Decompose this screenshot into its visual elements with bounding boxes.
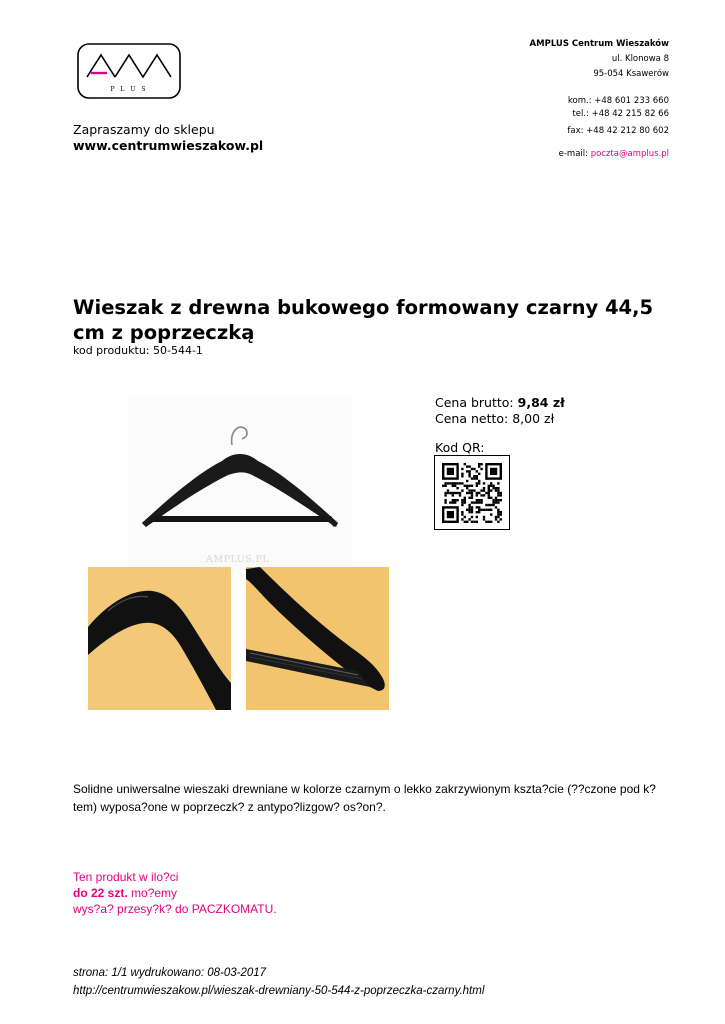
company-street: ul. Klonowa 8 bbox=[611, 54, 669, 64]
footer-page-info: strona: 1/1 wydrukowano: 08-03-2017 bbox=[73, 967, 267, 979]
company-city: 95-054 Ksawerów bbox=[593, 69, 669, 79]
product-title: Wieszak z drewna bukowego formowany czarny 44,5 cm z poprzeczką bbox=[73, 296, 654, 344]
product-description: Solidne uniwersalne wieszaki drewniane w kolorze czarnym o lekko zakrzywionym kszta?cie (??czone pod k?tem) wyposa?one w poprzeczk? z antypo?lizgow? os?on?. bbox=[73, 782, 656, 814]
price-net-label: Cena netto: bbox=[435, 410, 509, 426]
price-net-value: 8,00 zł bbox=[512, 410, 555, 426]
notice-quantity: do 22 szt. bbox=[73, 886, 128, 900]
detail-image-crossbar bbox=[246, 567, 389, 710]
product-code-value: 50-544-1 bbox=[153, 344, 203, 357]
notice-line-3: wys?a? przesy?k? do PACZKOMATU. bbox=[73, 902, 277, 916]
company-email-row bbox=[369, 147, 669, 162]
price-gross-row bbox=[435, 395, 565, 411]
price-gross-value: 9,84 zł bbox=[517, 395, 565, 410]
product-code bbox=[73, 344, 203, 357]
company-mobile: kom.: +48 601 233 660 bbox=[567, 96, 669, 106]
company-contact bbox=[369, 37, 669, 162]
shop-url-link[interactable]: www.centrumwieszakow.pl bbox=[73, 138, 264, 153]
company-phone: tel.: +48 42 215 82 66 bbox=[572, 109, 669, 119]
company-fax: fax: +48 42 212 80 602 bbox=[567, 126, 669, 136]
image-watermark: AMPLUS.PL bbox=[206, 554, 270, 565]
company-name: AMPLUS Centrum Wieszaków bbox=[529, 39, 669, 49]
footer-url[interactable]: http://centrumwieszakow.pl/wieszak-drewniany-50-544-z-poprzeczka-czarny.html bbox=[73, 985, 485, 997]
price-net-row bbox=[435, 411, 565, 427]
invite-text: Zapraszamy do sklepu bbox=[73, 122, 215, 137]
email-link[interactable]: poczta@amplus.pl bbox=[590, 149, 669, 159]
print-footer bbox=[73, 964, 484, 1000]
amplus-logo bbox=[77, 43, 181, 99]
notice-line-2 bbox=[73, 885, 277, 901]
email-label: e-mail: bbox=[558, 149, 588, 159]
shop-invite bbox=[73, 122, 263, 154]
parcel-locker-notice bbox=[73, 869, 277, 917]
qr-label: Kod QR: bbox=[435, 440, 485, 455]
price-block bbox=[435, 395, 565, 426]
main-product-image bbox=[128, 395, 352, 571]
notice-line-2-rest: mo?emy bbox=[127, 886, 178, 900]
qr-code-image bbox=[434, 455, 510, 530]
product-code-label: kod produktu: bbox=[73, 344, 150, 357]
logo-lettering: P L U S bbox=[110, 86, 148, 93]
detail-image-shoulder bbox=[88, 567, 231, 710]
price-gross-label: Cena brutto: bbox=[435, 395, 514, 410]
notice-line-1: Ten produkt w ilo?ci bbox=[73, 870, 179, 884]
